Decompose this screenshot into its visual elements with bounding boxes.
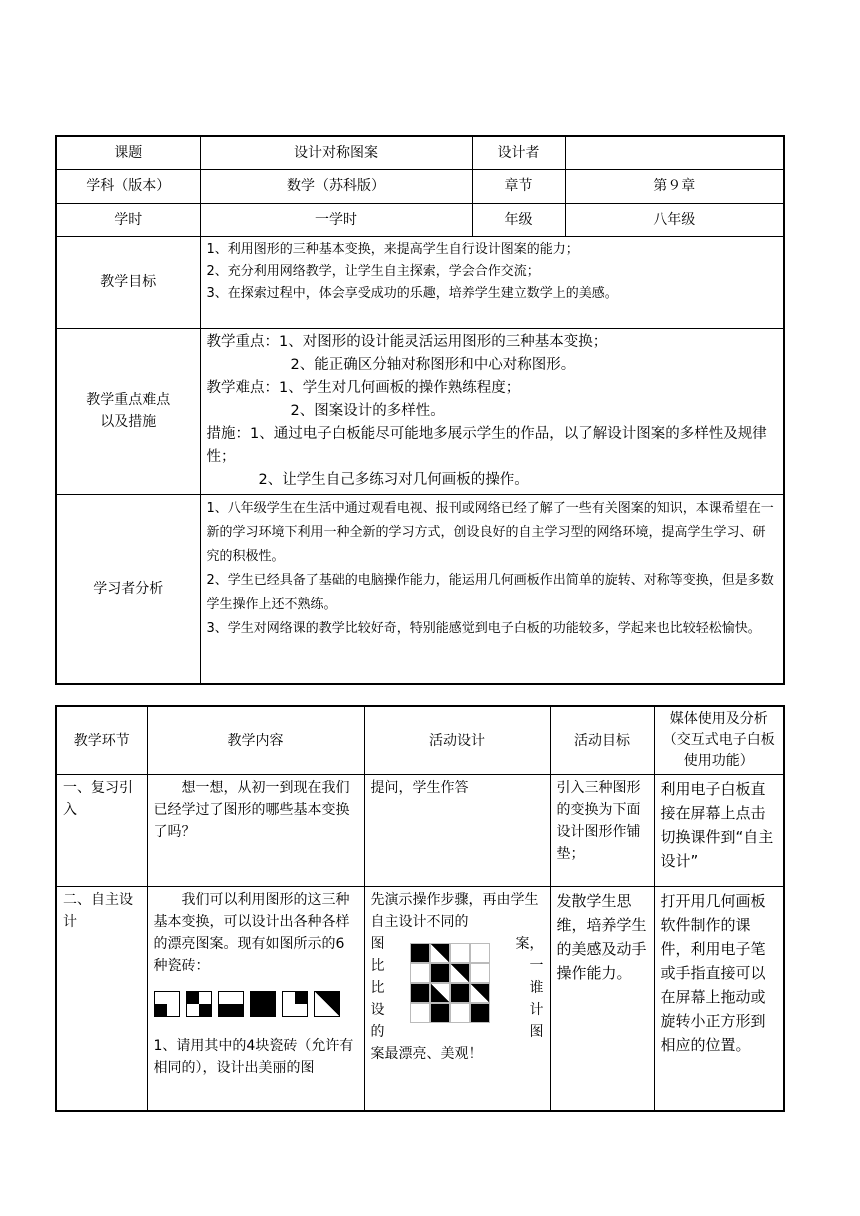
activity-design-intro: 先演示操作步骤，再由学生自主设计不同的 <box>370 892 539 930</box>
tile-6-icon <box>314 991 340 1017</box>
header-stage: 教学环节 <box>56 706 147 775</box>
tile-3-icon <box>218 991 244 1017</box>
tile-1-icon <box>154 991 180 1017</box>
media-design: 打开用几何画板软件制作的课件，利用电子笔或手指直接可以在屏幕上拖动或旋转小正方形到相应的位置。 <box>654 887 784 1111</box>
label-grade: 年级 <box>472 203 565 236</box>
info-row-subject <box>56 169 784 203</box>
value-chapter: 第９章 <box>565 169 784 203</box>
keypoint-line: 教学重点：1、对图形的设计能灵活运用图形的三种基本变换； <box>206 333 608 350</box>
learners-content <box>200 494 784 684</box>
info-row-period <box>56 203 784 236</box>
goal-review: 引入三种图形的变换为下面设计图形作铺垫； <box>550 775 654 887</box>
process-row-review <box>56 775 784 887</box>
activity-right-col: 案， 一 谁 计 图 <box>515 936 544 1040</box>
keypoint-line: 2、能正确区分轴对称图形和中心对称图形。 <box>290 356 576 373</box>
content-design <box>147 887 364 1111</box>
teaching-process-table <box>55 705 785 1112</box>
header-media: 媒体使用及分析（交互式电子白板使用功能） <box>654 706 784 775</box>
content-review: 想一想，从初一到现在我们已经学过了图形的哪些基本变换了吗？ <box>147 775 364 887</box>
goal-design: 发散学生思维，培养学生的美感及动手操作能力。 <box>550 887 654 1111</box>
stage-design: 二、自主设计 <box>56 887 147 1111</box>
info-row-keypoints <box>56 328 784 494</box>
keypoint-line: 教学难点：1、学生对几何画板的操作熟练程度； <box>206 379 521 396</box>
header-goal: 活动目标 <box>550 706 654 775</box>
header-content: 教学内容 <box>147 706 364 775</box>
keypoint-line: 2、图案设计的多样性。 <box>290 402 445 419</box>
learner-item: 1、八年级学生在生活中通过观看电视、报刊或网络已经了解了一些有关图案的知识，本课希望在一新的学习环境下利用一种全新的学习方式，创设良好的自主学习型的网络环境，提高学生学习、研究的积极性。 <box>206 500 774 564</box>
info-row-title <box>56 136 784 169</box>
goal-item: 1、利用图形的三种基本变换，来提高学生自行设计图案的能力； <box>206 241 579 257</box>
label-period: 学时 <box>56 203 200 236</box>
value-subject: 数学（苏科版） <box>200 169 472 203</box>
tile-4-icon <box>250 991 276 1017</box>
info-row-learners <box>56 494 784 684</box>
keypoints-content <box>200 328 784 494</box>
keypoints-label-line2: 以及措施 <box>100 414 157 430</box>
info-row-goals <box>56 236 784 328</box>
media-review: 利用电子白板直接在屏幕上点击切换课件到“自主设计” <box>654 775 784 887</box>
tile-set <box>154 991 358 1017</box>
value-topic: 设计对称图案 <box>200 136 472 169</box>
label-designer: 设计者 <box>472 136 565 169</box>
value-grade: 八年级 <box>565 203 784 236</box>
activity-design <box>364 887 550 1111</box>
label-chapter: 章节 <box>472 169 565 203</box>
activity-left-col: 图 比 比 设 的 <box>370 936 385 1040</box>
header-activity: 活动设计 <box>364 706 550 775</box>
goal-item: 2、充分利用网络教学，让学生自主探索，学会合作交流； <box>206 263 540 279</box>
value-designer <box>565 136 784 169</box>
activity-review: 提问，学生作答 <box>364 775 550 887</box>
learner-item: 3、学生对网络课的教学比较好奇，特别能感觉到电子白板的功能较多，学起来也比较轻松愉快。 <box>206 620 761 636</box>
label-topic: 课题 <box>56 136 200 169</box>
lesson-info-table <box>55 135 785 685</box>
keypoint-line: 措施：1、通过电子白板能尽可能地多展示学生的作品，以了解设计图案的多样性及规律性； <box>206 425 767 465</box>
keypoints-label <box>56 328 200 494</box>
goals-content <box>200 236 784 328</box>
pattern-example-image <box>410 943 490 1023</box>
activity-design-end: 案最漂亮、美观！ <box>370 1046 483 1062</box>
stage-review: 一、复习引入 <box>56 775 147 887</box>
tile-2-icon <box>186 991 212 1017</box>
content-design-text: 我们可以利用图形的这三种基本变换，可以设计出各种各样的漂亮图案。现有如图所示的6种瓷砖： <box>153 892 350 974</box>
keypoint-line: 2、让学生自己多练习对几何画板的操作。 <box>258 471 529 488</box>
learners-label: 学习者分析 <box>56 494 200 684</box>
value-period: 一学时 <box>200 203 472 236</box>
label-subject: 学科（版本） <box>56 169 200 203</box>
content-design-task: 1、请用其中的4块瓷砖（允许有相同的），设计出美丽的图 <box>153 1038 354 1076</box>
goal-item: 3、在探索过程中，体会享受成功的乐趣，培养学生建立数学上的美感。 <box>206 285 618 301</box>
process-row-design <box>56 887 784 1111</box>
goals-label: 教学目标 <box>56 236 200 328</box>
process-header-row <box>56 706 784 775</box>
learner-item: 2、学生已经具备了基础的电脑操作能力，能运用几何画板作出简单的旋转、对称等变换，但是多数学生操作上还不熟练。 <box>206 572 774 612</box>
keypoints-label-line1: 教学重点难点 <box>86 392 171 408</box>
tile-5-icon <box>282 991 308 1017</box>
